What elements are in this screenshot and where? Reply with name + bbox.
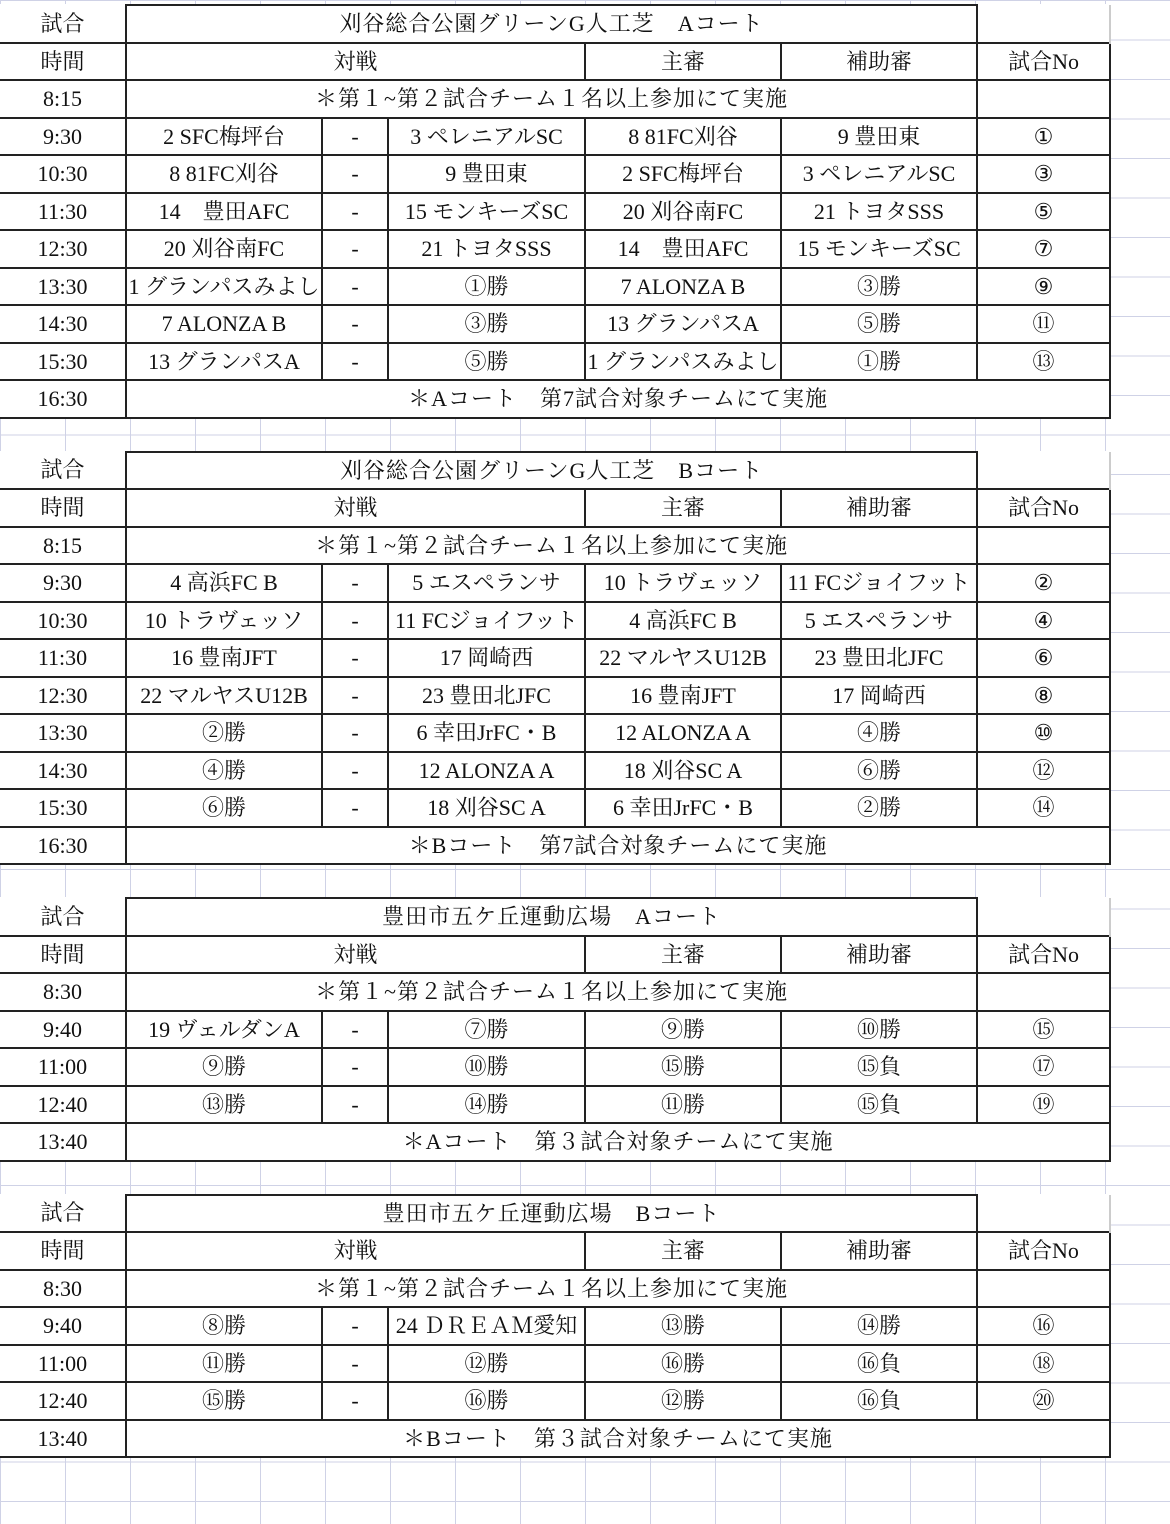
assistant-cell: ⑮負 [781, 1086, 977, 1124]
versus-separator: - [322, 564, 388, 602]
intro-time: 8:15 [0, 80, 126, 118]
match-time: 11:00 [0, 1048, 126, 1086]
outro-row [0, 827, 1110, 865]
referee-cell: 20 刈谷南FC [585, 193, 781, 231]
schedule-table [0, 897, 1111, 1162]
match-time: 9:40 [0, 1307, 126, 1345]
referee-cell: 10 トラヴェッソ [585, 564, 781, 602]
team2-cell: ①勝 [388, 268, 585, 306]
referee-cell: 16 豊南JFT [585, 677, 781, 715]
match-time: 11:30 [0, 193, 126, 231]
match-time: 14:30 [0, 752, 126, 790]
referee-cell: ⑨勝 [585, 1011, 781, 1049]
referee-cell: ⑫勝 [585, 1382, 781, 1420]
assistant-cell: 3 ペレニアルSC [781, 155, 977, 193]
match-no-cell [977, 973, 1110, 1011]
versus-separator: - [322, 305, 388, 343]
intro-time: 8:30 [0, 1270, 126, 1308]
match-row [0, 193, 1110, 231]
team2-cell: ⑦勝 [388, 1011, 585, 1049]
outro-row [0, 1420, 1110, 1458]
outro-time: 13:40 [0, 1420, 126, 1458]
intro-note: ＊第１~第２試合チーム１名以上参加にて実施 [126, 973, 977, 1011]
assistant-cell: ①勝 [781, 343, 977, 381]
match-no-cell: ⑱ [977, 1345, 1110, 1383]
match-row [0, 343, 1110, 381]
outro-row [0, 380, 1110, 418]
versus-separator: - [322, 118, 388, 156]
versus-separator: - [322, 268, 388, 306]
referee-cell: 8 81FC刈谷 [585, 118, 781, 156]
match-time: 10:30 [0, 602, 126, 640]
intro-row [0, 80, 1110, 118]
match-no-cell [977, 1270, 1110, 1308]
outro-row [0, 1123, 1110, 1161]
referee-cell: ⑮勝 [585, 1048, 781, 1086]
referee-header: 主審 [585, 1232, 781, 1270]
assistant-cell: 17 岡崎西 [781, 677, 977, 715]
match-row [0, 677, 1110, 715]
header-row [0, 5, 1110, 43]
versus-separator: - [322, 1086, 388, 1124]
outro-time: 13:40 [0, 1123, 126, 1161]
team1-cell: 22 マルヤスU12B [126, 677, 322, 715]
schedule-section [0, 451, 1110, 866]
team1-cell: ⑪勝 [126, 1345, 322, 1383]
versus-separator: - [322, 789, 388, 827]
match-row [0, 118, 1110, 156]
match-row [0, 1345, 1110, 1383]
team1-cell: 7 ALONZA B [126, 305, 322, 343]
assistant-header: 補助審 [781, 1232, 977, 1270]
match-no-cell: ⑲ [977, 1086, 1110, 1124]
match-row [0, 268, 1110, 306]
referee-header: 主審 [585, 489, 781, 527]
team2-cell: 24 ＤＲＥＡＭ愛知 [388, 1307, 585, 1345]
intro-row [0, 1270, 1110, 1308]
match-header: 対戦 [126, 936, 585, 974]
match-no-cell: ⑧ [977, 677, 1110, 715]
match-no-cell: ⑪ [977, 305, 1110, 343]
match-header: 対戦 [126, 1232, 585, 1270]
intro-time: 8:15 [0, 527, 126, 565]
team1-cell: 20 刈谷南FC [126, 230, 322, 268]
match-time: 12:30 [0, 230, 126, 268]
header-row [0, 489, 1110, 527]
outro-note: ＊Bコート 第３試合対象チームにて実施 [126, 1420, 1110, 1458]
assistant-cell: 15 モンキーズSC [781, 230, 977, 268]
assistant-cell: 11 FCジョイフット [781, 564, 977, 602]
intro-row [0, 973, 1110, 1011]
team2-cell: ⑭勝 [388, 1086, 585, 1124]
schedule-section [0, 4, 1110, 419]
team1-cell: 2 SFC梅坪台 [126, 118, 322, 156]
versus-separator: - [322, 639, 388, 677]
match-no-header: 試合No [977, 936, 1110, 974]
venue-title: 刈谷総合公園グリーンG人工芝 Bコート [126, 452, 977, 490]
match-time: 13:30 [0, 268, 126, 306]
referee-cell: ⑬勝 [585, 1307, 781, 1345]
match-no-header: 試合No [977, 1232, 1110, 1270]
match-row [0, 155, 1110, 193]
match-header: 対戦 [126, 489, 585, 527]
team1-cell: 1 グランパスみよし [126, 268, 322, 306]
referee-cell: 13 グランパスA [585, 305, 781, 343]
assistant-cell: 21 トヨタSSS [781, 193, 977, 231]
versus-separator: - [322, 714, 388, 752]
schedule-section [0, 897, 1110, 1162]
team1-cell: ②勝 [126, 714, 322, 752]
outro-note: ＊Bコート 第7試合対象チームにて実施 [126, 827, 1110, 865]
match-row [0, 1086, 1110, 1124]
referee-cell: ⑪勝 [585, 1086, 781, 1124]
assistant-cell: ⑩勝 [781, 1011, 977, 1049]
team1-cell: ⑬勝 [126, 1086, 322, 1124]
versus-separator: - [322, 230, 388, 268]
match-time: 11:30 [0, 639, 126, 677]
time-header-bottom: 時間 [0, 1232, 126, 1270]
referee-cell: 22 マルヤスU12B [585, 639, 781, 677]
versus-separator: - [322, 1345, 388, 1383]
match-row [0, 230, 1110, 268]
no-header-spacer [977, 5, 1110, 43]
match-no-cell: ⑭ [977, 789, 1110, 827]
team1-cell: 10 トラヴェッソ [126, 602, 322, 640]
time-header-top: 試合 [0, 452, 126, 490]
team2-cell: 5 エスペランサ [388, 564, 585, 602]
match-no-cell: ③ [977, 155, 1110, 193]
referee-cell: 12 ALONZA A [585, 714, 781, 752]
match-row [0, 714, 1110, 752]
venue-title: 豊田市五ケ丘運動広場 Aコート [126, 898, 977, 936]
referee-cell: 2 SFC梅坪台 [585, 155, 781, 193]
match-row [0, 1382, 1110, 1420]
referee-header: 主審 [585, 43, 781, 81]
header-row [0, 898, 1110, 936]
versus-separator: - [322, 1048, 388, 1086]
schedule-section [0, 1194, 1110, 1459]
team1-cell: ⑮勝 [126, 1382, 322, 1420]
match-row [0, 1011, 1110, 1049]
match-no-cell: ⑥ [977, 639, 1110, 677]
match-time: 11:00 [0, 1345, 126, 1383]
team2-cell: 3 ペレニアルSC [388, 118, 585, 156]
match-row [0, 1307, 1110, 1345]
assistant-cell: ⑯負 [781, 1382, 977, 1420]
team1-cell: 16 豊南JFT [126, 639, 322, 677]
match-no-cell: ⑨ [977, 268, 1110, 306]
match-no-cell: ⑫ [977, 752, 1110, 790]
assistant-cell: 5 エスペランサ [781, 602, 977, 640]
intro-note: ＊第１~第２試合チーム１名以上参加にて実施 [126, 1270, 977, 1308]
time-header-bottom: 時間 [0, 489, 126, 527]
versus-separator: - [322, 343, 388, 381]
team2-cell: ⑫勝 [388, 1345, 585, 1383]
team1-cell: ⑨勝 [126, 1048, 322, 1086]
no-header-spacer [977, 452, 1110, 490]
assistant-header: 補助審 [781, 43, 977, 81]
referee-cell: 14 豊田AFC [585, 230, 781, 268]
team2-cell: 17 岡崎西 [388, 639, 585, 677]
header-row [0, 936, 1110, 974]
referee-header: 主審 [585, 936, 781, 974]
match-row [0, 1048, 1110, 1086]
intro-time: 8:30 [0, 973, 126, 1011]
team2-cell: 18 刈谷SC A [388, 789, 585, 827]
match-time: 9:40 [0, 1011, 126, 1049]
team1-cell: 8 81FC刈谷 [126, 155, 322, 193]
team1-cell: 4 高浜FC B [126, 564, 322, 602]
match-row [0, 789, 1110, 827]
match-no-cell: ① [977, 118, 1110, 156]
match-no-cell: ⑤ [977, 193, 1110, 231]
match-no-header: 試合No [977, 489, 1110, 527]
intro-row [0, 527, 1110, 565]
assistant-cell: ③勝 [781, 268, 977, 306]
schedule-sheet [0, 4, 1170, 1490]
referee-cell: 18 刈谷SC A [585, 752, 781, 790]
team2-cell: 23 豊田北JFC [388, 677, 585, 715]
team1-cell: ⑥勝 [126, 789, 322, 827]
outro-note: ＊Aコート 第7試合対象チームにて実施 [126, 380, 1110, 418]
team2-cell: 9 豊田東 [388, 155, 585, 193]
time-header-bottom: 時間 [0, 936, 126, 974]
schedule-table [0, 1194, 1111, 1459]
match-no-header: 試合No [977, 43, 1110, 81]
outro-time: 16:30 [0, 827, 126, 865]
match-time: 15:30 [0, 789, 126, 827]
team2-cell: 21 トヨタSSS [388, 230, 585, 268]
match-no-cell: ⑰ [977, 1048, 1110, 1086]
time-header-top: 試合 [0, 5, 126, 43]
match-time: 12:40 [0, 1086, 126, 1124]
referee-cell: 4 高浜FC B [585, 602, 781, 640]
match-no-cell [977, 80, 1110, 118]
assistant-cell: ⑯負 [781, 1345, 977, 1383]
referee-cell: 1 グランパスみよし [585, 343, 781, 381]
team2-cell: 12 ALONZA A [388, 752, 585, 790]
match-row [0, 752, 1110, 790]
assistant-cell: ⑭勝 [781, 1307, 977, 1345]
time-header-top: 試合 [0, 1195, 126, 1233]
team1-cell: 14 豊田AFC [126, 193, 322, 231]
match-no-cell [977, 527, 1110, 565]
match-row [0, 639, 1110, 677]
referee-cell: 6 幸田JrFC・B [585, 789, 781, 827]
team1-cell: 13 グランパスA [126, 343, 322, 381]
versus-separator: - [322, 1382, 388, 1420]
match-time: 14:30 [0, 305, 126, 343]
assistant-cell: ④勝 [781, 714, 977, 752]
assistant-cell: ⑮負 [781, 1048, 977, 1086]
match-time: 15:30 [0, 343, 126, 381]
assistant-cell: 9 豊田東 [781, 118, 977, 156]
match-time: 12:30 [0, 677, 126, 715]
team2-cell: 11 FCジョイフット [388, 602, 585, 640]
match-time: 9:30 [0, 564, 126, 602]
venue-title: 刈谷総合公園グリーンG人工芝 Aコート [126, 5, 977, 43]
versus-separator: - [322, 155, 388, 193]
team1-cell: ⑧勝 [126, 1307, 322, 1345]
team1-cell: 19 ヴェルダンA [126, 1011, 322, 1049]
referee-cell: ⑯勝 [585, 1345, 781, 1383]
match-no-cell: ⑩ [977, 714, 1110, 752]
assistant-cell: ⑤勝 [781, 305, 977, 343]
match-time: 10:30 [0, 155, 126, 193]
team1-cell: ④勝 [126, 752, 322, 790]
match-no-cell: ⑳ [977, 1382, 1110, 1420]
versus-separator: - [322, 193, 388, 231]
header-row [0, 452, 1110, 490]
match-no-cell: ⑦ [977, 230, 1110, 268]
match-time: 9:30 [0, 118, 126, 156]
match-no-cell: ② [977, 564, 1110, 602]
match-header: 対戦 [126, 43, 585, 81]
match-no-cell: ⑮ [977, 1011, 1110, 1049]
header-row [0, 1195, 1110, 1233]
assistant-header: 補助審 [781, 489, 977, 527]
team2-cell: ⑤勝 [388, 343, 585, 381]
intro-note: ＊第１~第２試合チーム１名以上参加にて実施 [126, 80, 977, 118]
assistant-header: 補助審 [781, 936, 977, 974]
match-row [0, 602, 1110, 640]
assistant-cell: ⑥勝 [781, 752, 977, 790]
time-header-top: 試合 [0, 898, 126, 936]
assistant-cell: ②勝 [781, 789, 977, 827]
team2-cell: 15 モンキーズSC [388, 193, 585, 231]
assistant-cell: 23 豊田北JFC [781, 639, 977, 677]
match-time: 12:40 [0, 1382, 126, 1420]
referee-cell: 7 ALONZA B [585, 268, 781, 306]
versus-separator: - [322, 677, 388, 715]
schedule-table [0, 451, 1111, 866]
match-row [0, 305, 1110, 343]
team2-cell: ③勝 [388, 305, 585, 343]
match-no-cell: ④ [977, 602, 1110, 640]
schedule-table [0, 4, 1111, 419]
match-time: 13:30 [0, 714, 126, 752]
versus-separator: - [322, 752, 388, 790]
match-row [0, 564, 1110, 602]
no-header-spacer [977, 1195, 1110, 1233]
time-header-bottom: 時間 [0, 43, 126, 81]
venue-title: 豊田市五ケ丘運動広場 Bコート [126, 1195, 977, 1233]
match-no-cell: ⑯ [977, 1307, 1110, 1345]
outro-time: 16:30 [0, 380, 126, 418]
team2-cell: 6 幸田JrFC・B [388, 714, 585, 752]
outro-note: ＊Aコート 第３試合対象チームにて実施 [126, 1123, 1110, 1161]
header-row [0, 1232, 1110, 1270]
header-row [0, 43, 1110, 81]
no-header-spacer [977, 898, 1110, 936]
match-no-cell: ⑬ [977, 343, 1110, 381]
team2-cell: ⑯勝 [388, 1382, 585, 1420]
versus-separator: - [322, 1011, 388, 1049]
team2-cell: ⑩勝 [388, 1048, 585, 1086]
versus-separator: - [322, 1307, 388, 1345]
versus-separator: - [322, 602, 388, 640]
intro-note: ＊第１~第２試合チーム１名以上参加にて実施 [126, 527, 977, 565]
